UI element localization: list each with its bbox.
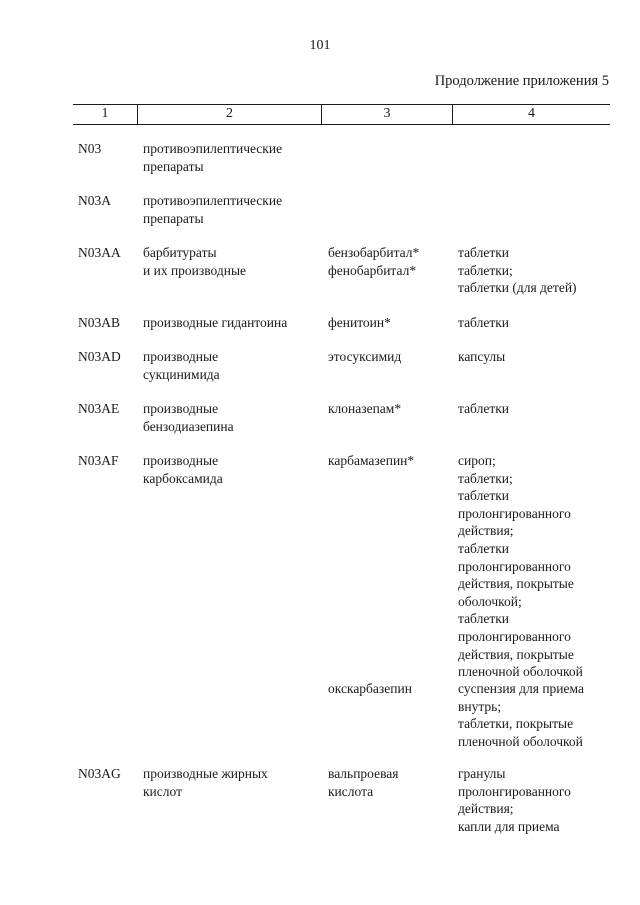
drug-name: вальпроевая кислота [328,766,399,799]
header-col-3: 3 [321,105,452,124]
dosage-form: капсулы [458,349,506,364]
drug-name: клоназепам* [328,401,402,416]
dosage-form: гранулы пролонгированного действия; капли для приема [458,766,571,834]
dosage-form: таблетки таблетки; таблетки (для детей) [458,245,577,296]
dosage-form: сироп; таблетки; таблетки пролонгированного действия; таблетки пролонгированного действия, покрытые оболочкой; таблетки пролонгированного действия, покрытые пленочной оболочкой [458,453,583,680]
atc-code: N03AG [78,766,121,781]
drug-name: окскарбазепин [328,681,412,696]
drug-name: карбамазепин* [328,453,415,468]
dosage-form: суспензия для приема внутрь; таблетки, покрытые пленочной оболочкой [458,681,584,749]
atc-group: противоэпилептические препараты [143,141,283,174]
atc-code: N03AB [78,315,121,330]
table-header [73,104,610,125]
header-col-4: 4 [452,105,610,124]
header-col-2: 2 [137,105,321,124]
dosage-form: таблетки [458,315,510,330]
atc-group: производные гидантоина [143,315,288,330]
atc-group: барбитураты и их производные [143,245,247,278]
drug-name: этосуксимид [328,349,402,364]
atc-group: производные карбоксамида [143,453,223,486]
atc-code: N03AE [78,401,120,416]
atc-group: противоэпилептические препараты [143,193,283,226]
atc-group: производные сукцинимида [143,349,220,382]
atc-code: N03 [78,141,102,156]
appendix-title: Продолжение приложения 5 [434,73,609,89]
dosage-form: таблетки [458,401,510,416]
atc-code: N03AA [78,245,121,260]
atc-group: производные бензодиазепина [143,401,234,434]
drug-name: фенитоин* [328,315,391,330]
atc-group: производные жирных кислот [143,766,268,799]
atc-code: N03AD [78,349,121,364]
page-number: 101 [309,38,331,53]
atc-code: N03AF [78,453,119,468]
header-col-1: 1 [101,106,109,121]
atc-code: N03A [78,193,111,208]
drug-name: бензобарбитал* фенобарбитал* [328,245,420,278]
